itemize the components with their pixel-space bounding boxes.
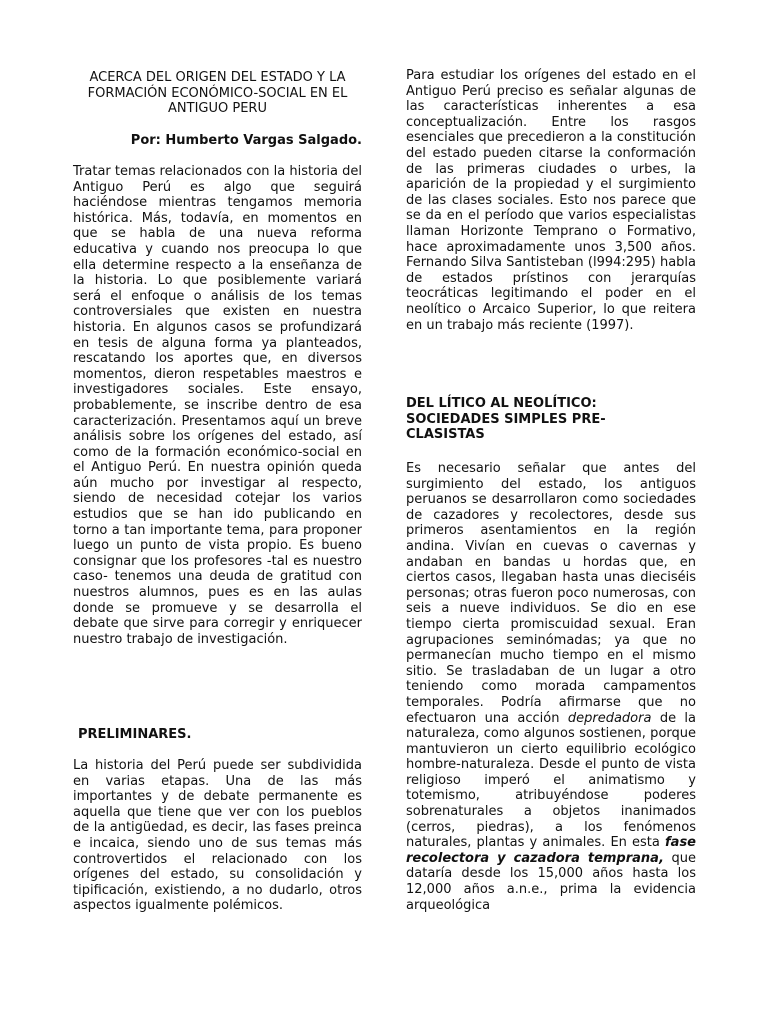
litico-text-a: Es necesario señalar que antes del surgimiento del estado, los antiguos peruanos se desarrollaron como sociedades de cazadores y recolectores, desde sus primeros asentamientos en la región andina. Vivían en cuevas o cavernas y andaban en bandas u hordas que, en ciertos casos, llegaban hasta unas dieciséis personas; otras fueron poco numerosas, con seis a nueve individuos. Se dio en ese tiempo cierta promiscuidad sexual. Eran agrupaciones seminómadas; ya que no permanecían mucho tiempo en el mismo sitio. Se trasladaban de un lugar a otro teniendo como morada campamentos temporales. Podría afirmarse que no efectuaron una acción [406,461,696,726]
intro-paragraph: Tratar temas relacionados con la historia del Antiguo Perú es algo que seguirá haciéndose mientras tengamos memoria histórica. Más, todavía, en momentos en que se habla de una nueva reforma educativa y cuando nos preocupa lo que ella determine respecto a la enseñanza de la historia. Lo que posiblemente variará será el enfoque o análisis de los temas controversiales que existen en nuestra historia. En algunos casos se profundizará en tesis de alguna forma ya planteados, rescatando los aportes que, en diversos momentos, dieron respetables maestros e investigadores sociales. Este ensayo, probablemente, se inscribe dentro de esa caracterización. Presentamos aquí un breve análisis sobre los orígenes del estado, así como de la formación económico-social en el Antiguo Perú. En nuestra opinión queda aún mucho por investigar al respecto, siendo de necesidad cotejar los varios estudios que se han ido publicando en torno a tan importante tema, para proponer luego un punto de vista propio. Es bueno consignar que los profesores -tal es nuestro caso- tenemos una deuda de gratitud con nuestros alumnos, pues es en las aulas donde se promueve y se desarrolla el debate que sirve para corregir y enriquecer nuestro trabajo de investigación. [73,164,362,647]
preliminares-paragraph: La historia del Perú puede ser subdividida en varias etapas. Una de las más importantes y de debate permanente es aquella que tiene que ver con los pueblos de la antigüedad, es decir, las fases preinca e incaica, siendo uno de sus temas más controvertidos el relacionado con los orígenes del estado, su consolidación y tipificación, existiendo, a no dudarlo, otros aspectos igualmente polémicos. [73,758,362,914]
litico-text-c: que dataría desde los 15,000 años hasta los 12,000 años a.n.e., prima la evidencia arqueológica [406,850,696,913]
litico-text-b: de la naturaleza, como algunos sostienen, porque mantuvieron un cierto equilibrio ecológico hombre-naturaleza. Desde el punto de vista religioso imperó el animatismo y totemismo, atribuyéndose poderes sobrenaturales a objetos inanimados (cerros, piedras), a los fenómenos naturales, plantas y animales. En esta [406,710,696,851]
emphasis-fase-recolectora: fase recolectora y cazadora temprana, [406,835,696,866]
litico-paragraph [406,461,696,913]
origins-paragraph: Para estudiar los orígenes del estado en el Antiguo Perú preciso es señalar algunas de las características inherentes a esa conceptualización. Entre los rasgos esenciales que precedieron a la constitución del estado pueden citarse la conformación de las primeras ciudades o urbes, la aparición de la propiedad y el surgimiento de las clases sociales. Esto nos parece que se da en el período que varios especialistas llaman Horizonte Temprano o Formativo, hace aproximadamente unos 3,500 años. Fernando Silva Santisteban (l994:295) habla de estados prístinos con jerarquías teocráticas legitimando el poder en el neolítico o Arcaico Superior, lo que reitera en un trabajo más reciente (1997). [406,68,696,333]
author-line: Por: Humberto Vargas Salgado. [130,133,362,148]
document-title: ACERCA DEL ORIGEN DEL ESTADO Y LA FORMACIÓN ECONÓMICO-SOCIAL EN EL ANTIGUO PERU [87,70,348,117]
section-heading-litico: DEL LÍTICO AL NEOLÍTICO: SOCIEDADES SIMPLES PRE-CLASISTAS [406,396,606,443]
section-heading-preliminares: PRELIMINARES. [78,727,192,742]
emphasis-depredadora: depredadora [567,710,652,726]
